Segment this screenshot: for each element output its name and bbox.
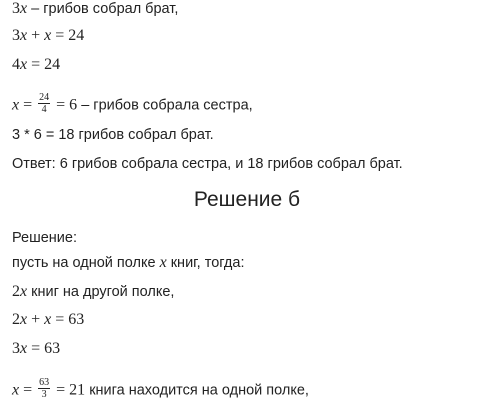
section-heading: Решение б [193, 188, 301, 211]
answer-line: Ответ: 6 грибов собрала сестра, и 18 грибов собрал брат. [12, 156, 403, 172]
calc-line: 3 * 6 = 18 грибов собрал брат. [12, 127, 214, 143]
equation-line: 4x = 24 [12, 56, 61, 73]
equation-line: 2x книг на другой полке, [12, 283, 175, 300]
equation-line: 3x – грибов собрал брат, [12, 0, 179, 17]
text-line: пусть на одной полке x книг, тогда: [12, 254, 245, 271]
equation-line: 3x + x = 24 [12, 27, 85, 44]
equation-line: 2x + x = 63 [12, 311, 85, 328]
fraction-line: x = $\frac{24}{4}$ = 6 – грибов собрала сестра, [12, 92, 253, 115]
fraction: $\frac{24}{4}$ [39, 92, 50, 115]
solution-label: Решение: [12, 230, 77, 246]
equation-line: 3x = 63 [12, 340, 61, 357]
fraction-line: x = $\frac{63}{3}$ = 21 книга находится на одной полке, [12, 377, 309, 400]
fraction: $\frac{63}{3}$ [39, 377, 50, 400]
